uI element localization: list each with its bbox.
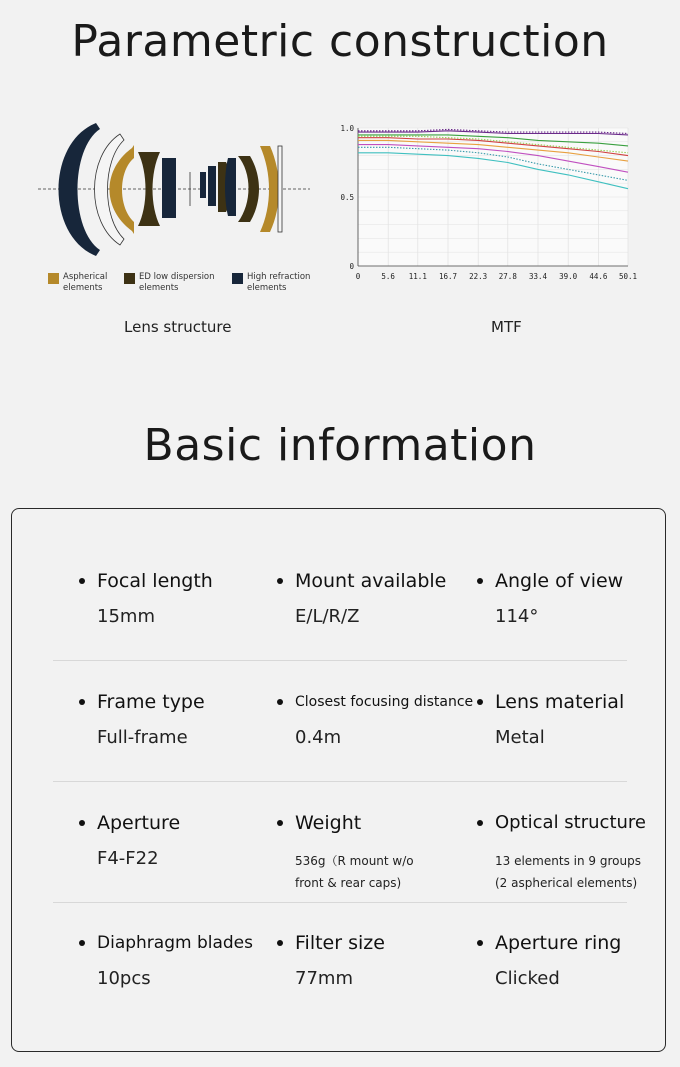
legend-aspherical: Aspherical elements [48,272,107,294]
x-tick-label: 22.3 [469,272,488,281]
bullet-icon [477,699,483,705]
row-divider [53,781,627,782]
x-tick-label: 50.1 [618,272,638,281]
y-tick-label: 1.0 [340,124,354,133]
bullet-icon [277,820,283,826]
lens-structure-caption: Lens structure [124,318,232,336]
legend-ed: ED low dispersion elements [124,272,215,294]
mtf-caption: MTF [491,318,522,336]
bullet-icon [79,820,85,826]
x-tick-label: 44.6 [589,272,608,281]
x-tick-label: 16.7 [438,272,458,281]
x-tick-label: 27.8 [498,272,517,281]
y-tick-label: 0 [349,262,354,271]
bullet-icon [477,940,483,946]
bullet-icon [277,699,283,705]
x-tick-label: 33.4 [528,272,548,281]
x-tick-label: 5.6 [381,272,395,281]
x-tick-label: 0 [355,272,361,281]
bullet-icon [477,578,483,584]
row-divider [53,660,627,661]
y-tick-label: 0.5 [340,193,354,202]
bullet-icon [79,699,85,705]
legend-swatch-ed [124,273,135,284]
bullet-icon [79,940,85,946]
bullet-icon [277,940,283,946]
lens-structure-diagram [38,118,310,268]
legend-swatch-aspherical [48,273,59,284]
x-tick-label: 11.1 [408,272,427,281]
bullet-icon [277,578,283,584]
section-title-basic-information: Basic information [143,420,537,471]
legend-high-refraction: High refraction elements [232,272,310,294]
legend-swatch-high-refraction [232,273,243,284]
bullet-icon [477,820,483,826]
x-tick-label: 39.0 [559,272,578,281]
row-divider [53,902,627,903]
mtf-chart [330,118,650,288]
section-title-parametric: Parametric construction [71,16,609,67]
bullet-icon [79,578,85,584]
